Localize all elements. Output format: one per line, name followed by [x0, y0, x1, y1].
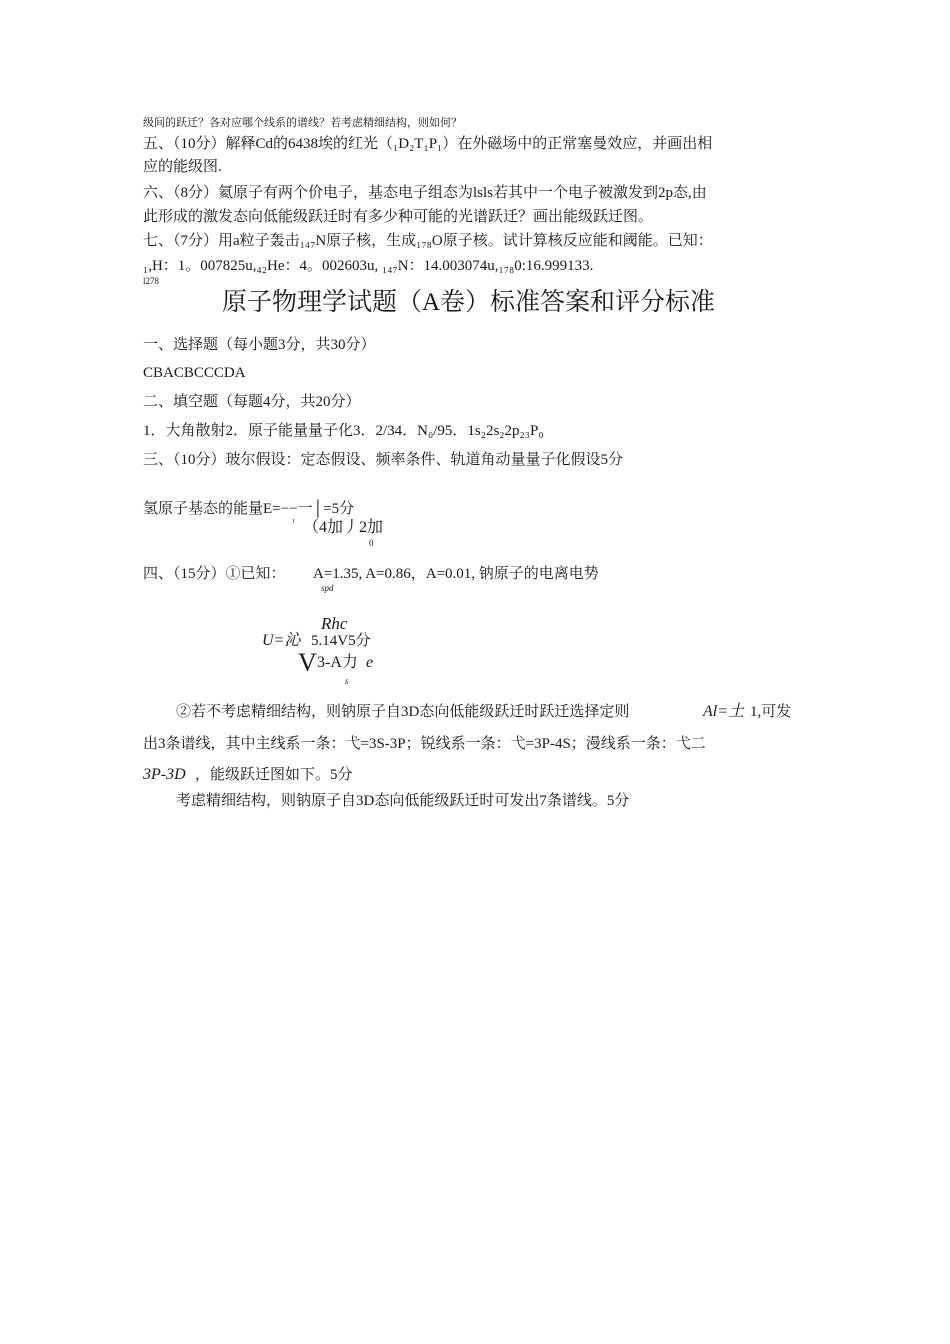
question-7-line-3: l278 [143, 276, 160, 286]
formula-s: s [345, 676, 349, 686]
formula-value: 5.14V5分 [311, 633, 371, 649]
section-4-part-2-line-3b: ，能级跃迁图如下。5分 [195, 767, 353, 783]
section-4-subscripts: spd [321, 583, 334, 593]
question-7-line-2: ₁,H：1。007825u,₄₂He：4。002603u, ₁₄₇N：14.003074u,₁₇₈0:16.999133. [143, 258, 594, 274]
section-3-heading: 三、（10分）玻尔假设：定态假设、频率条件、轨道角动量量子化假设5分 [143, 452, 624, 468]
section-1-heading: 一、选择题（每小题3分，共30分） [143, 337, 376, 353]
section-3-energy-sub-2: （4加丿2加 [303, 519, 384, 536]
question-6-line-1: 六、（8分）氦原子有两个价电子，基态电子组态为lsls若其中一个电子被激发到2p态,由 [143, 185, 707, 201]
section-3-energy-sub-3: 0 [369, 538, 374, 548]
section-4-part-2-line-1b: Al=土 [703, 703, 745, 720]
formula-denominator: 3-A力 [317, 654, 358, 671]
section-2-answer: 1．大角散射2．原子能量量子化3．2/34．N₀/95．1s₂2s₂2p₂₃P₀ [143, 423, 544, 439]
section-4-part-2-line-1a: ②若不考虑精细结构，则钠原子自3D态向低能级跃迁时跃迁选择定则 [176, 704, 630, 720]
section-4-part-3: 考虑精细结构，则钠原子自3D态向低能级跃迁时可发出7条谱线。5分 [176, 793, 630, 809]
section-4-part-2-line-3a: 3P-3D [143, 766, 186, 783]
section-4-part-2-line-1c: 1,可发 [750, 704, 792, 720]
formula-v: V [298, 648, 317, 677]
formula-rhc: Rhc [321, 614, 348, 633]
section-1-answer: CBACBCCCDA [143, 365, 246, 381]
section-3-energy-sub-1: ¹ [292, 517, 295, 527]
section-3-energy: 氢原子基态的能量E=−−一│=5分 [143, 501, 355, 517]
section-4-heading: 四、（15分）①已知： [143, 566, 286, 582]
formula-u: U=沁 [262, 632, 301, 649]
section-4-part-2-line-2: 出3条谱线，其中主线系一条：弋=3S-3P；锐线系一条：弋=3P-4S；漫线系一条：弋二 [143, 736, 706, 752]
question-7-line-1: 七、（7分）用a粒子轰击₁₄₇N原子核，生成₁₇₈O原子核。试计算核反应能和阈能。已知： [143, 233, 713, 249]
section-2-heading: 二、填空题（每题4分，共20分） [143, 394, 361, 410]
question-6-line-2: 此形成的激发态向低能级跃迁时有多少种可能的光谱跃迁？画出能级跃迁图。 [143, 209, 654, 225]
formula-e: e [366, 654, 374, 671]
prev-question-continuation: 级间的跃迁？各对应哪个线系的谱线？若考虑精细结构，则如何？ [143, 117, 462, 129]
answer-title: 原子物理学试题（A卷）标准答案和评分标准 [222, 289, 716, 316]
question-5-line-2: 应的能级图. [143, 159, 222, 175]
section-4-values: A=1.35, A=0.86，A=0.01, 钠原子的电离电势 [313, 566, 599, 582]
question-5-line-1: 五、（10分）解释Cd的6438埃的红光（₁D₂T₁P₁）在外磁场中的正常塞曼效应，并画出相 [143, 136, 713, 152]
